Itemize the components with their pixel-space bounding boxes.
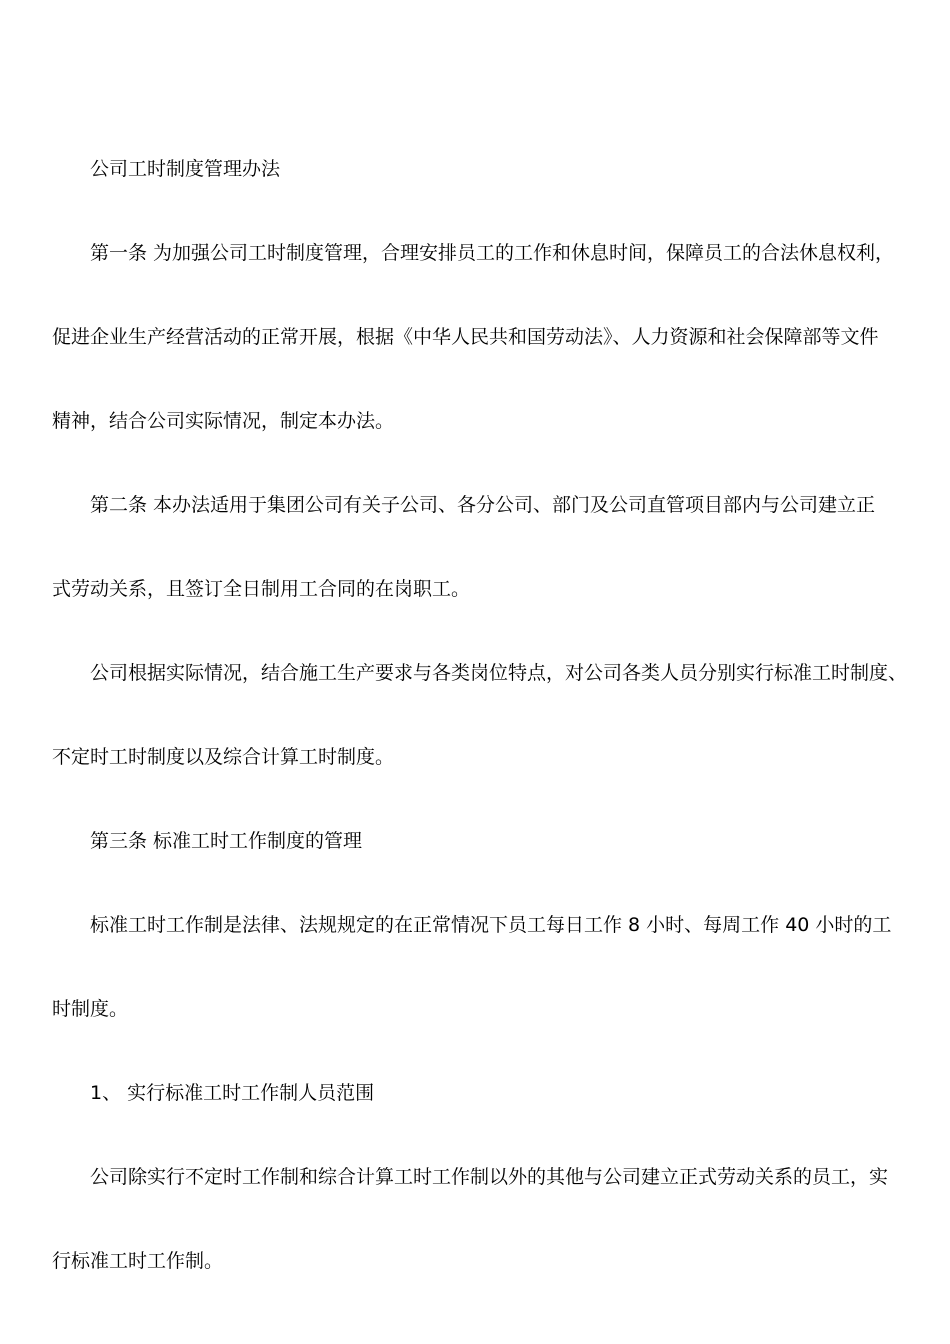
paragraph-standard-hours-line-1: 标准工时工作制是法律、法规规定的在正常情况下员工每日工作 8 小时、每周工作 40 小时的工 bbox=[90, 914, 892, 936]
paragraph-scope-line-2: 行标准工时工作制。 bbox=[52, 1250, 224, 1272]
article-1 bbox=[52, 211, 912, 463]
item-1-heading: 1、 实行标准工时工作制人员范围 bbox=[90, 1082, 375, 1104]
paragraph-scope-line-1: 公司除实行不定时工作制和综合计算工时工作制以外的其他与公司建立正式劳动关系的员工，实 bbox=[90, 1166, 889, 1188]
article-1-line-3: 精神，结合公司实际情况，制定本办法。 bbox=[52, 410, 395, 432]
document-title: 公司工时制度管理办法 bbox=[90, 158, 281, 180]
article-2 bbox=[52, 463, 912, 631]
paragraph-standard-hours-line-2: 时制度。 bbox=[52, 998, 129, 1020]
paragraph-standard-hours bbox=[52, 883, 912, 1051]
paragraph-work-hour-systems bbox=[52, 631, 912, 799]
paragraph-scope bbox=[52, 1135, 912, 1303]
paragraph-work-hour-systems-line-2: 不定时工时制度以及综合计算工时制度。 bbox=[52, 746, 395, 768]
paragraph-work-hour-systems-line-1: 公司根据实际情况，结合施工生产要求与各类岗位特点，对公司各类人员分别实行标准工时制度、 bbox=[90, 662, 908, 684]
document-body bbox=[52, 127, 912, 1303]
article-3-heading: 第三条 标准工时工作制度的管理 bbox=[90, 830, 363, 852]
article-1-line-1: 第一条 为加强公司工时制度管理，合理安排员工的工作和休息时间，保障员工的合法休息权利， bbox=[90, 242, 895, 264]
article-2-line-2: 式劳动关系，且签订全日制用工合同的在岗职工。 bbox=[52, 578, 471, 600]
article-2-line-1: 第二条 本办法适用于集团公司有关子公司、各分公司、部门及公司直管项目部内与公司建立正 bbox=[90, 494, 876, 516]
article-1-line-2: 促进企业生产经营活动的正常开展，根据《中华人民共和国劳动法》、人力资源和社会保障部等文件 bbox=[52, 326, 879, 348]
